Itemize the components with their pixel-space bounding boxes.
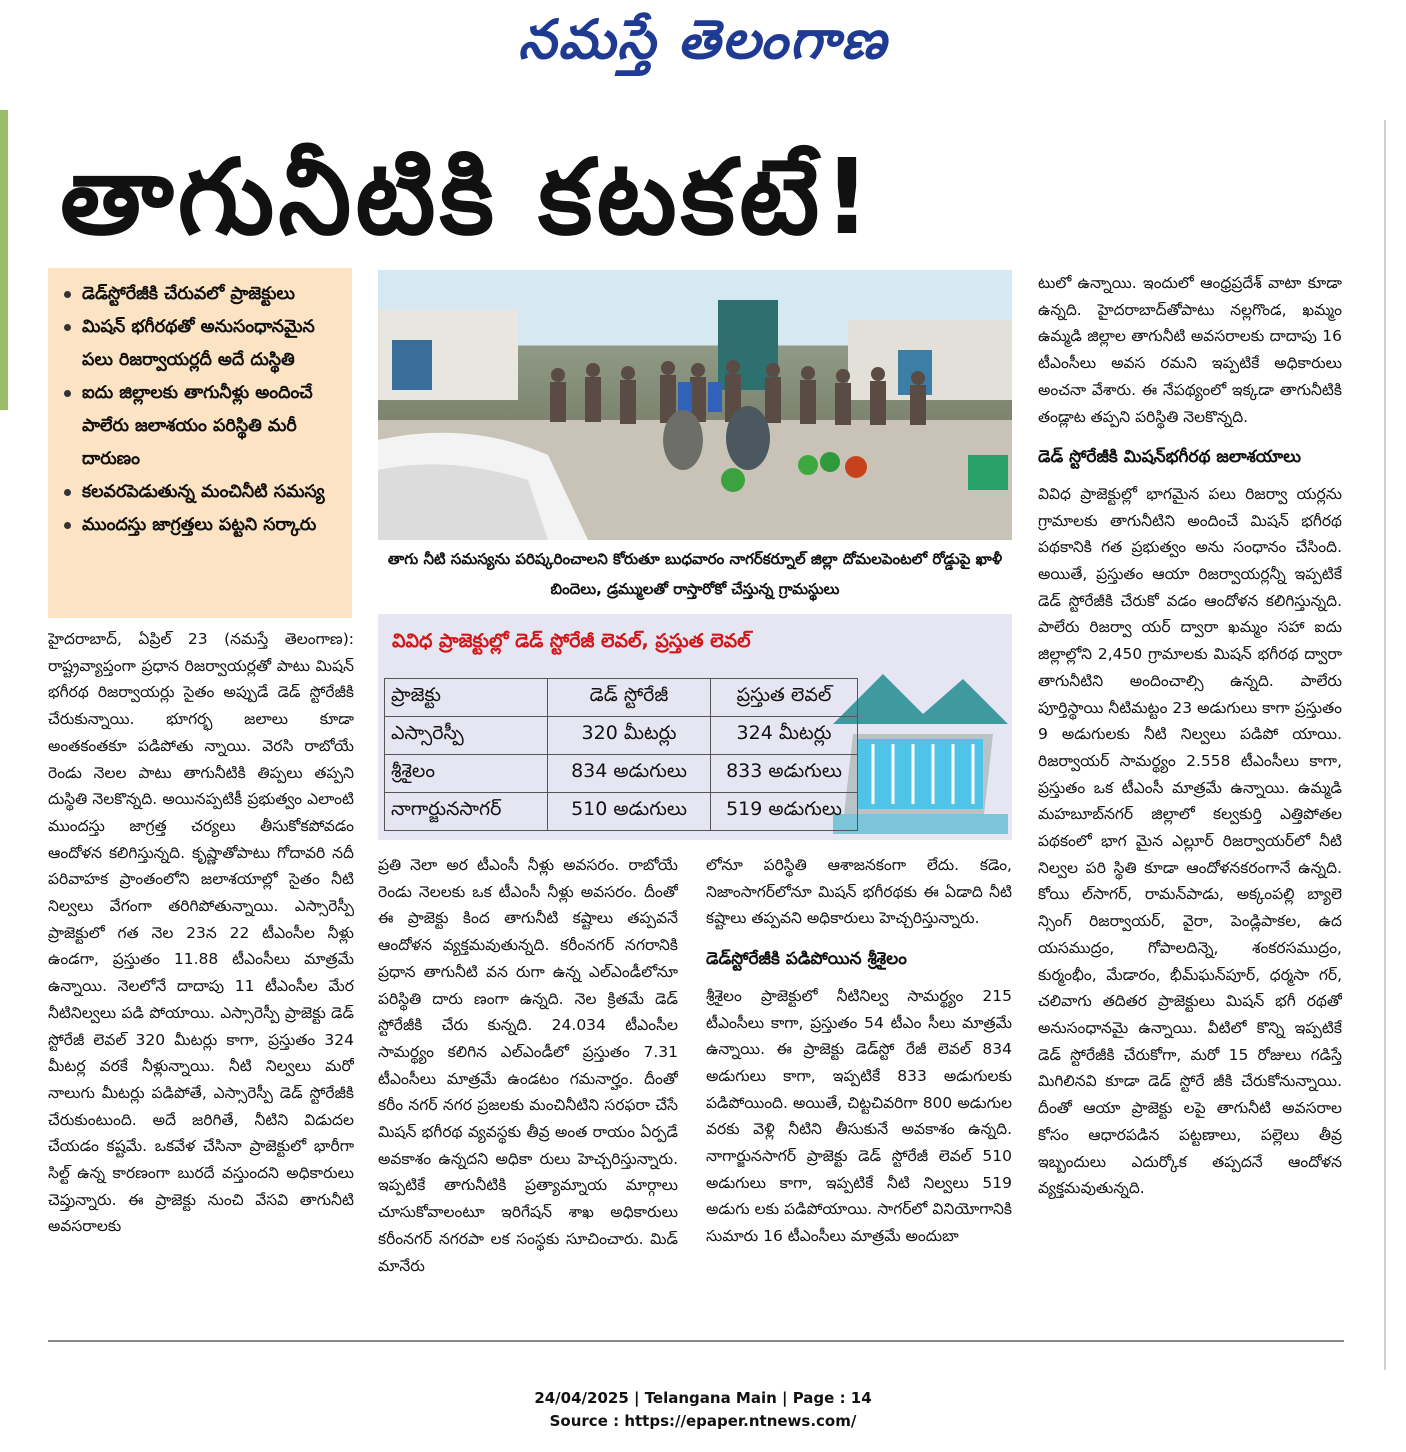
masthead-logo: నమస్తే తెలంగాణ <box>518 8 888 71</box>
dam-icon <box>833 664 1008 834</box>
table-header-cell: ప్రాజెక్టు <box>385 679 548 717</box>
table-cell: 519 అడుగులు <box>711 793 858 831</box>
table-cell: 833 అడుగులు <box>711 755 858 793</box>
bullet-icon <box>64 324 71 331</box>
section-subheading: డెడ్‌స్టోరేజీకి పడిపోయిన శ్రీశైలం <box>706 949 907 970</box>
adjacent-photo-edge <box>0 110 8 410</box>
article-text: ప్రతి నెలా అర టీఎంసీ నీళ్లు అవసరం. రాబోయే రెండు నెలలకు ఒక టీఎంసీ నీళ్లు అవసరం. దీంతో ఈ ప్రాజెక్టు కింద తాగునీటి కష్టాలు తప్పవనే ఆందోళన వ్యక్తమవుతున్నది. కరీంనగర్ నగరానికి ప్రధాన తాగునీటి వన రుగా ఉన్న ఎల్ఎండీలోనూ పరిస్థితి దారు ణంగా ఉన్నది. నెల క్రితమే డెడ్ స్టోరేజీకి చేరు కున్నది. 24.034 టీఎంసీల సామర్థ్యం కలిగిన ఎల్ఎండీలో ప్రస్తుతం 7.31 టీఎంసీలు మాత్రమే ఉండటం గమనార్హం. దీంతో కరీం నగర్ నగర ప్రజలకు మంచినీటిని సరఫరా చేసే మిషన్ భగీరథ వ్యవస్థకు తీవ్ర అంత రాయం ఏర్పడే అవకాశం ఉన్నదని అధికా రులు హెచ్చరిస్తున్నారు. ఇప్పటికే తాగునీటికి ప్రత్యామ్నాయ మార్గాలు చూసుకోవాలంటూ ఇరిగేషన్ శాఖ అధికారులు కరీంనగర్ నగరపా లక సంస్థకు సూచించారు. మిడ్ మానేరు <box>378 856 678 1275</box>
bullet-icon <box>64 291 71 298</box>
source-link[interactable]: Source : https://epaper.ntnews.com/ <box>549 1412 857 1430</box>
table-header-cell: ప్రస్తుత లెవల్ <box>711 679 858 717</box>
highlight-item: మిషన్ భగీరథతో అనుసంధానమైన పలు రిజర్వాయర్లదీ అదే దుస్థితి <box>60 311 342 377</box>
photo-caption: తాగు నీటి సమస్యను పరిష్కరించాలని కోరుతూ బుధవారం నాగర్‌కర్నూల్ జిల్లా దోమలపెంటలో రోడ్డుపై ఖాళీ బిందెలు, డ్రమ్ములతో రాస్తారోకో చేస్తున్న గ్రామస్థులు <box>387 550 1003 598</box>
page-footer <box>0 1387 1406 1433</box>
bullet-icon <box>64 522 71 529</box>
article-column-1 <box>48 626 354 1336</box>
article-column-2 <box>378 852 678 1322</box>
edition-info: 24/04/2025 | Telangana Main | Page : 14 <box>534 1389 872 1407</box>
dead-storage-table <box>384 678 858 831</box>
table-row <box>385 717 858 755</box>
article-column-4 <box>1038 270 1342 1322</box>
protest-scene-illustration <box>378 270 1012 540</box>
highlight-item: డెడ్‌స్టోరేజీకి చేరువలో ప్రాజెక్టులు <box>60 278 342 311</box>
highlight-item: కలవరపెడుతున్న మంచినీటి సమస్య <box>60 476 342 509</box>
article-text: లోనూ పరిస్థితి ఆశాజనకంగా లేదు. కడెం, నిజాంసాగర్‌లోనూ మిషన్ భగీరథకు ఈ ఏడాది నీటి కష్టాలు తప్పవని అధికారులు హెచ్చరిస్తున్నారు. <box>706 856 1012 928</box>
table-cell: 510 అడుగులు <box>548 793 711 831</box>
table-cell: 834 అడుగులు <box>548 755 711 793</box>
article-text: టులో ఉన్నాయి. ఇందులో ఆంధ్రప్రదేశ్ వాటా కూడా ఉన్నది. హైదరాబాద్‌తోపాటు నల్లగొండ, ఖమ్మం ఉమ్మడి జిల్లాల తాగునీటి అవసరాలకు దాదాపు 16 టీఎంసీలు అవస రమని ఇప్పటికే అధికారులు అంచనా వేశారు. ఈ నేపథ్యంలో ఇక్కడా తాగునీటికి తండ్లాట తప్పని పరిస్థితి నెలకొన్నది. <box>1038 274 1342 426</box>
table-cell: శ్రీశైలం <box>385 755 548 793</box>
table-cell: ఎస్సారెస్పీ <box>385 717 548 755</box>
column-divider <box>1384 120 1386 1370</box>
table-title: వివిధ ప్రాజెక్టుల్లో డెడ్ స్టోరేజీ లెవల్, ప్రస్తుత లెవల్ <box>392 630 751 652</box>
headline: తాగునీటికి కటకటే! <box>60 136 875 258</box>
article-text: వివిధ ప్రాజెక్టుల్లో భాగమైన పలు రిజర్వా యర్లను గ్రామాలకు తాగునీటిని అందించే మిషన్ భగీరథ పథకానికి గత ప్రభుత్వం అను సంధానం చేసింది. అయితే, ప్రస్తుతం ఆయా రిజర్వాయర్లన్నీ ఇప్పటికే డెడ్ స్టోరేజీకి చేరుకో వడం ఆందోళన కలిగిస్తున్నది. పాలేరు రిజర్వా యర్ ద్వారా ఖమ్మం సహా ఐదు జిల్లాల్లోని 2,450 గ్రామాలకు మిషన్ భగీరథ ద్వారా తాగునీటిని అందించాల్సి ఉన్నది. పాలేరు పూర్తిస్థాయి నీటిమట్టం 23 అడుగులు కాగా ప్రస్తుతం 9 అడుగులకు నీటి నిల్వలు పడిపో యాయి. రిజర్వాయర్ సామర్థ్యం 2.558 టీఎంసీలు కాగా, ప్రస్తుతం ఒక టీఎంసీ మాత్రమే ఉన్నాయి. ఉమ్మడి మహబూబ్‌నగర్ జిల్లాలో కల్వకుర్తి ఎత్తిపోతల పథకంలో భాగ మైన ఎల్లూర్ రిజర్వాయర్‌లో నీటి నిల్వల పరి స్థితి కూడా ఆందోళనకరంగానే ఉన్నది. కోయి ల్‌సాగర్, రామన్‌పాడు, అక్కంపల్లి బ్యాలె న్సింగ్ రిజర్వాయర్, వైరా, పెండ్లిపాకల, ఉద యసముద్రం, గోపాలదిన్నె, శంకరసముద్రం, కుర్మంభీం, మేడారం, భీమ్‌ఘన్‌పూర్, ధర్మసా గర్, చలివాగు తదితర ప్రాజెక్టులు మిషన్ భగీ రథతో అనుసంధానమై ఉన్నాయి. వీటిలో కొన్ని ఇప్పటికే డెడ్ స్టోరేజీకి చేరుకోగా, మరో 15 రోజులు గడిస్తే మిగిలినవి కూడా డెడ్ స్టోరే జీకి చేరుకోనున్నాయి. దీంతో ఆయా ప్రాజెక్టు లపై తాగునీటి అవసరాల కోసం ఆధారపడిన పట్టణాలు, పల్లెలు తీవ్ర ఇబ్బందులు ఎదుర్కోక తప్పదనే ఆందోళన వ్యక్తమవుతున్నది. <box>1038 484 1342 1198</box>
highlight-item: ఐదు జిల్లాలకు తాగునీళ్లు అందించే పాలేరు జలాశయం పరిస్థితి మరీ దారుణం <box>60 377 342 476</box>
table-cell: 324 మీటర్లు <box>711 717 858 755</box>
table-header-cell: డెడ్ స్టోరేజీ <box>548 679 711 717</box>
bullet-icon <box>64 390 71 397</box>
highlight-item: ముందస్తు జాగ్రత్తలు పట్టని సర్కారు <box>60 509 342 542</box>
table-row <box>385 793 858 831</box>
section-subheading: డెడ్ స్టోరేజీకి మిషన్‌భగీరథ జలాశయాలు <box>1038 447 1302 468</box>
table-row <box>385 755 858 793</box>
table-cell: 320 మీటర్లు <box>548 717 711 755</box>
highlights-box <box>48 268 352 618</box>
bullet-icon <box>64 489 71 496</box>
article-column-3 <box>706 852 1012 1322</box>
table-cell: నాగార్జునసాగర్ <box>385 793 548 831</box>
article-text: హైదరాబాద్, ఏప్రిల్ 23 (నమస్తే తెలంగాణ): రాష్ట్రవ్యాప్తంగా ప్రధాన రిజర్వాయర్లతో పాటు మిషన్ భగీరథ రిజర్వాయర్లు సైతం అప్పుడే డెడ్ స్టోరేజీకి చేరుకున్నాయి. భూగర్భ జలాలు కూడా అంతకంతకూ పడిపోతు న్నాయి. వెరసి రాబోయే రెండు నెలల పాటు తాగునీటికి తిప్పలు తప్పని దుస్థితి నెలకొన్నది. అయినప్పటికీ ప్రభుత్వం ఎలాంటి ముందస్తు జాగ్రత్త చర్యలు తీసుకోకపోవడం ఆందోళన కలిగిస్తున్నది. కృష్ణాతోపాటు గోదావరి నదీ పరివాహక ప్రాంతంలోని జలాశయాల్లో సైతం నీటి నిల్వలు వేగంగా తరిగిపోతున్నాయి. ఎస్సారెస్పీ ప్రాజెక్టులో గత నెల 23న 22 టీఎంసీల నీళ్లు ఉండగా, ప్రస్తుతం 11.88 టీఎంసీలు మాత్రమే ఉన్నాయి. నెలలోనే దాదాపు 11 టీఎంసీల మేర నీటినిల్వలు పడి పోయాయి. ఎస్సారెస్పీ ప్రాజెక్టు డెడ్ స్టోరేజీ లెవల్ 320 మీటర్లు కాగా, ప్రస్తుతం 324 మీటర్ల వరకే నీళ్లున్నాయి. నీటి నిల్వలు మరో నాలుగు మీటర్లు పడిపోతే, ఎస్సారెస్పీ డెడ్ స్టోరేజీకి చేరుకుంటుంది. అదే జరిగితే, నీటిని విడుదల చేయడం కష్టమే. ఒకవేళ చేసినా ప్రాజెక్టులో భారీగా సిల్ట్ ఉన్న కారణంగా బురదే వస్తుందని అధికారులు చెప్తున్నారు. ఈ ప్రాజెక్టు నుంచి వేసవి తాగునీటి అవసరాలకు <box>48 630 354 1236</box>
bottom-divider <box>48 1340 1344 1342</box>
news-photo <box>378 270 1012 540</box>
article-text: శ్రీశైలం ప్రాజెక్టులో నీటినిల్వ సామర్థ్యం 215 టీఎంసీలు కాగా, ప్రస్తుతం 54 టీఎం సీలు మాత్రమే ఉన్నాయి. ఈ ప్రాజెక్టు డెడ్‌స్టో రేజీ లెవల్ 834 అడుగులు కాగా, ఇప్పటికే 833 అడుగులకు పడిపోయింది. అయితే, చిట్టచివరిగా 800 అడుగుల వరకు వెళ్లి నీటిని తీసుకునే అవకాశం ఉన్నది. నాగార్జునసాగర్ ప్రాజెక్టు డెడ్ స్టోరేజీ లెవల్ 510 అడుగులు కాగా, ఇప్పటికే నీటి నిల్వలు 519 అడుగు లకు పడిపోయాయి. సాగర్‌లో వినియోగానికి సుమారు 16 టీఎంసీలు మాత్రమే అందుబా <box>706 986 1012 1246</box>
table-header-row <box>385 679 858 717</box>
